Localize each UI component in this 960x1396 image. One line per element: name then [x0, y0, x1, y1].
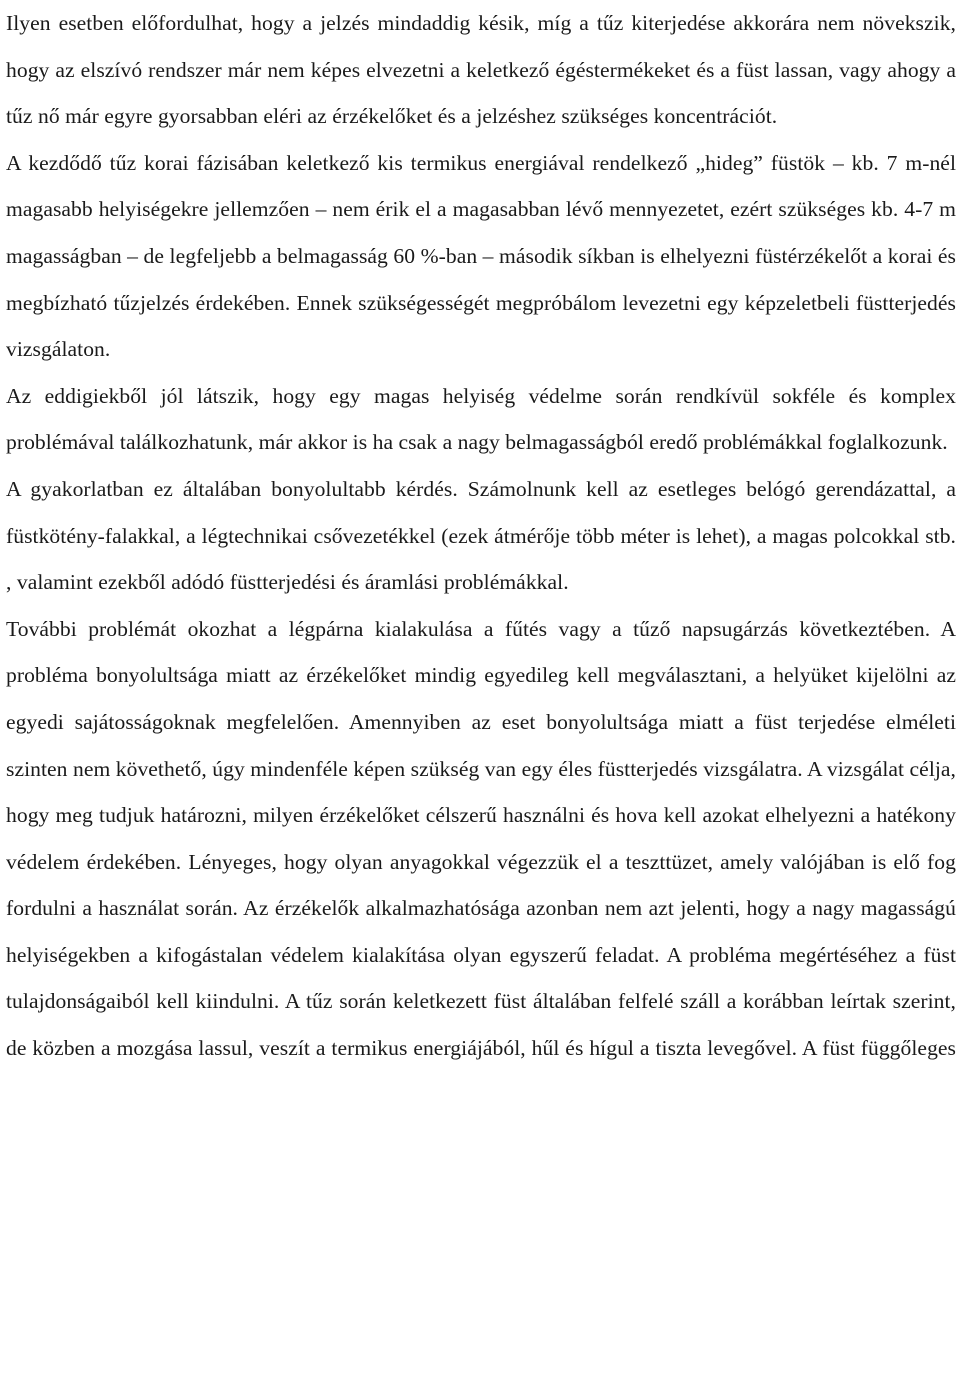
document-page — [6, 0, 956, 1072]
paragraph-2: A kezdődő tűz korai fázisában keletkező kis termikus energiával rendelkező „hideg” füstök – kb. 7 m-nél magasabb helyiségekre jellemzően – nem érik el a magasabban lévő mennyezetet, ezért szükséges kb. 4-7 m magasságban – de legfeljebb a belmagasság 60 %-ban – második síkban is elhelyezni füstérzékelőt a korai és megbízható tűzjelzés érdekében. Ennek szükségességét megpróbálom levezetni egy képzeletbeli füstterjedés vizsgálaton. — [6, 150, 956, 362]
paragraph-3: Az eddigiekből jól látszik, hogy egy magas helyiség védelme során rendkívül sokféle és komplex problémával találkozhatunk, már akkor is ha csak a nagy belmagasságból eredő problémákkal foglalkozunk. — [6, 383, 956, 455]
paragraph-5: További problémát okozhat a légpárna kialakulása a fűtés vagy a tűző napsugárzás következtében. A probléma bonyolultsága miatt az érzékelőket mindig egyedileg kell megválasztani, a helyüket kijelölni az egyedi sajátosságoknak megfelelően. Amennyiben az eset bonyolultsága miatt a füst terjedése elméleti szinten nem követhető, úgy mindenféle képen szükség van egy éles füstterjedés vizsgálatra. A vizsgálat célja, hogy meg tudjuk határozni, milyen érzékelőket célszerű használni és hova kell azokat elhelyezni a hatékony védelem érdekében. Lényeges, hogy olyan anyagokkal végezzük el a teszttüzet, amely valójában is elő fog fordulni a használat során. Az érzékelők alkalmazhatósága azonban nem azt jelenti, hogy a nagy magasságú helyiségekben a kifogástalan védelem kialakítása olyan egyszerű feladat. A probléma megértéséhez a füst tulajdonságaiból kell kiindulni. A tűz során keletkezett füst általában felfelé száll a korábban leírtak szerint, de közben a mozgása lassul, veszít a termikus energiájából, hűl és hígul a tiszta levegővel. A füst függőleges — [6, 616, 956, 1061]
paragraph-1: Ilyen esetben előfordulhat, hogy a jelzés mindaddig késik, míg a tűz kiterjedése akkorára nem növekszik, hogy az elszívó rendszer már nem képes elvezetni a keletkező égéstermékeket és a füst lassan, vagy ahogy a tűz nő már egyre gyorsabban eléri az érzékelőket és a jelzéshez szükséges koncentrációt. — [6, 11, 956, 129]
paragraph-4: A gyakorlatban ez általában bonyolultabb kérdés. Számolnunk kell az esetleges belógó gerendázattal, a füstkötény-falakkal, a légtechnikai csővezetékkel (ezek átmérője több méter is lehet), a magas polcokkal stb. , valamint ezekből adódó füstterjedési és áramlási problémákkal. — [6, 476, 956, 595]
